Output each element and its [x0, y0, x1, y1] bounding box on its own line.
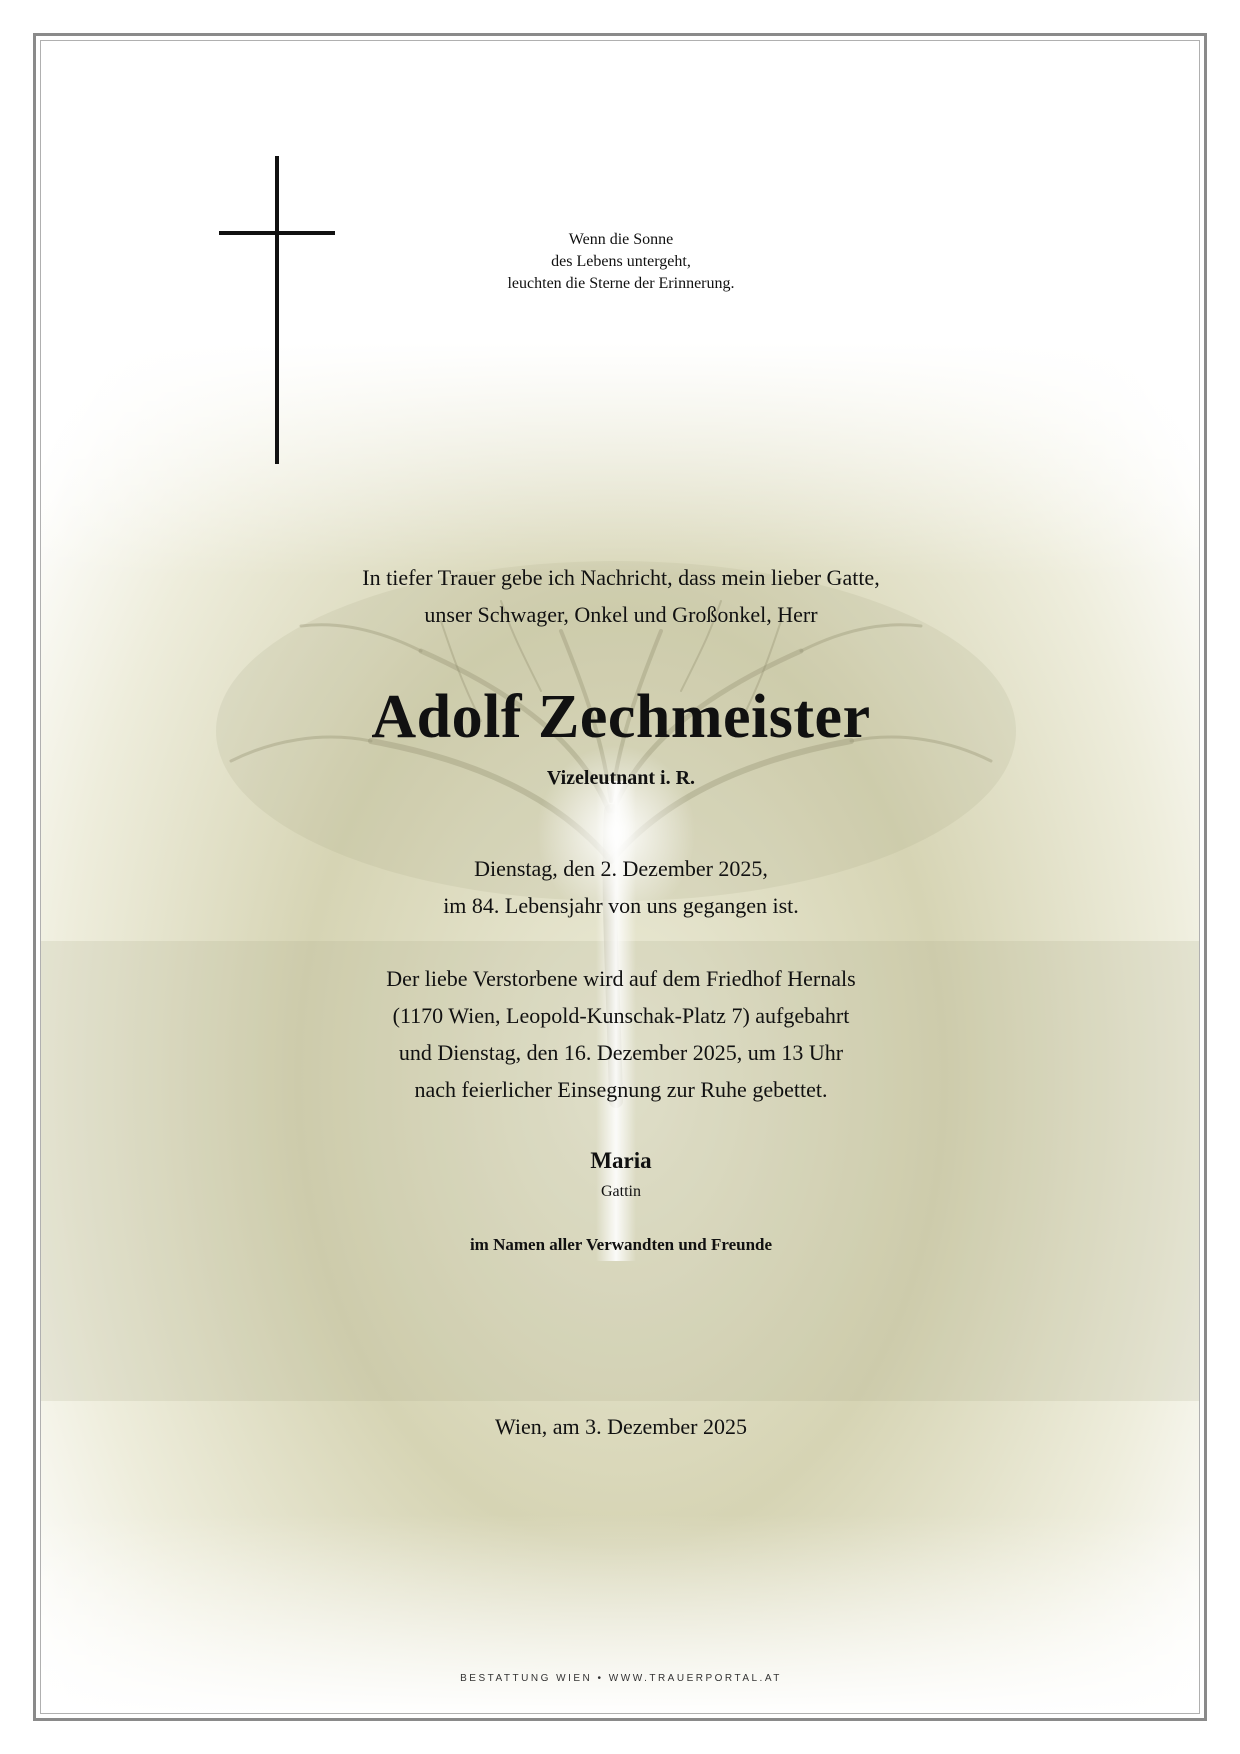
- announcement-intro: [41, 559, 1200, 633]
- memorial-motto: [41, 229, 1200, 295]
- motto-line: des Lebens untergeht,: [551, 253, 691, 270]
- relatives-line: im Namen aller Verwandten und Freunde: [469, 1235, 773, 1254]
- mourner-name: Maria: [590, 1148, 652, 1173]
- intro-line: unser Schwager, Onkel und Großonkel, Herr: [424, 602, 818, 627]
- death-line: im 84. Lebensjahr von uns gegangen ist.: [443, 893, 799, 918]
- intro-line: In tiefer Trauer gebe ich Nachricht, dass mein lieber Gatte,: [362, 565, 880, 590]
- deceased-name: Adolf Zechmeister: [371, 683, 871, 751]
- motto-line: leuchten die Sterne der Erinnerung.: [507, 275, 735, 292]
- funeral-line: (1170 Wien, Leopold-Kunschak-Platz 7) aufgebahrt: [392, 1003, 850, 1028]
- deceased-title: Vizeleutnant i. R.: [546, 767, 696, 789]
- place-date: Wien, am 3. Dezember 2025: [494, 1414, 748, 1439]
- obituary-card: [40, 40, 1200, 1714]
- death-line: Dienstag, den 2. Dezember 2025,: [474, 856, 768, 881]
- cross-icon: [219, 156, 335, 464]
- mourner-role: Gattin: [601, 1183, 641, 1200]
- funeral-line: Der liebe Verstorbene wird auf dem Friedhof Hernals: [386, 966, 856, 991]
- motto-line: Wenn die Sonne: [568, 231, 674, 248]
- funeral-line: und Dienstag, den 16. Dezember 2025, um 13 Uhr: [398, 1040, 844, 1065]
- death-notice: [41, 850, 1200, 924]
- funeral-line: nach feierlicher Einsegnung zur Ruhe gebettet.: [414, 1077, 828, 1102]
- footer-credit: BESTATTUNG WIEN • WWW.TRAUERPORTAL.AT: [460, 1673, 782, 1684]
- funeral-details: [41, 960, 1200, 1108]
